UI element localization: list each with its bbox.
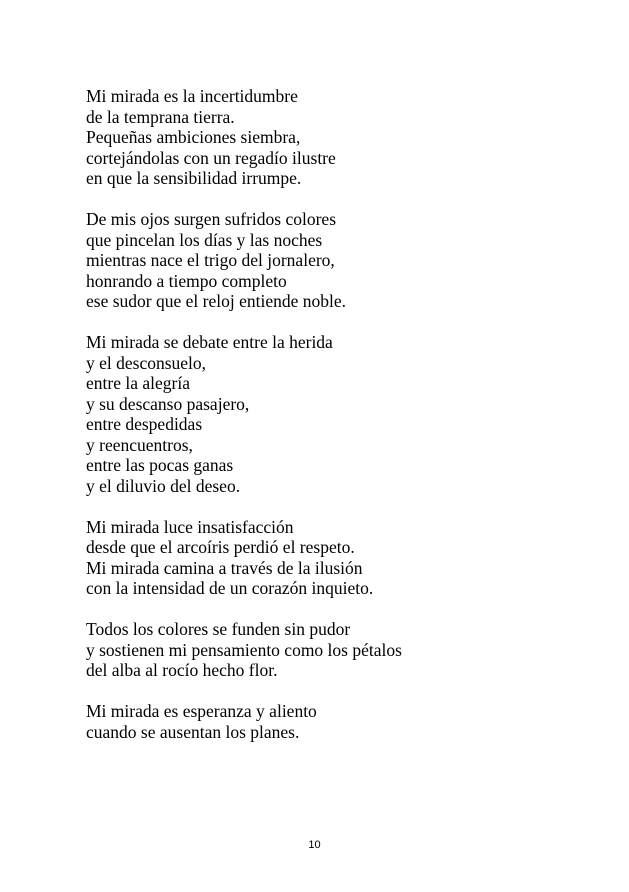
- poem-line: Pequeñas ambiciones siembra,: [86, 127, 301, 147]
- poem-line: De mis ojos surgen sufridos colores: [86, 209, 336, 229]
- poem-line: Mi mirada es la incertidumbre: [86, 86, 298, 106]
- poem-line: desde que el arcoíris perdió el respeto.: [86, 537, 355, 557]
- poem-line: entre la alegría: [86, 373, 190, 393]
- poem-line: que pincelan los días y las noches: [86, 229, 323, 250]
- stanza-2: [86, 209, 586, 312]
- poem-line: del alba al rocío hecho flor.: [86, 660, 278, 680]
- poem-line: y su descanso pasajero,: [86, 393, 250, 414]
- poem-line: y reencuentros,: [86, 434, 193, 455]
- poem-body: [86, 86, 586, 763]
- poem-line: de la temprana tierra.: [86, 106, 235, 127]
- poem-line: con la intensidad de un corazón inquieto.: [86, 578, 374, 598]
- poem-line: cortejándolas con un regadío ilustre: [86, 147, 336, 168]
- poem-line: y el diluvio del deseo.: [86, 475, 241, 496]
- stanza-1: [86, 86, 586, 189]
- stanza-4: [86, 517, 586, 599]
- poem-line: Mi mirada camina a través de la ilusión: [86, 557, 363, 578]
- poem-line: ese sudor que el reloj entiende noble.: [86, 291, 346, 311]
- stanza-3: [86, 332, 586, 496]
- stanza-5: [86, 619, 586, 681]
- poem-line: entre las pocas ganas: [86, 455, 234, 475]
- poem-line: honrando a tiempo completo: [86, 270, 287, 291]
- poem-line: y sostienen mi pensamiento como los pétalos: [86, 639, 402, 660]
- poem-line: en que la sensibilidad irrumpe.: [86, 168, 302, 188]
- poem-line: y el desconsuelo,: [86, 352, 207, 373]
- poem-line: Mi mirada luce insatisfacción: [86, 516, 294, 537]
- page-number: 10: [308, 839, 321, 851]
- poem-line: mientras nace el trigo del jornalero,: [86, 250, 335, 270]
- poem-line: cuando se ausentan los planes.: [86, 721, 300, 742]
- poem-line: entre despedidas: [86, 414, 203, 434]
- poem-line: Mi mirada se debate entre la herida: [86, 332, 333, 352]
- poem-line: Todos los colores se funden sin pudor: [86, 619, 351, 639]
- poem-line: Mi mirada es esperanza y aliento: [86, 701, 317, 721]
- stanza-6: [86, 701, 586, 742]
